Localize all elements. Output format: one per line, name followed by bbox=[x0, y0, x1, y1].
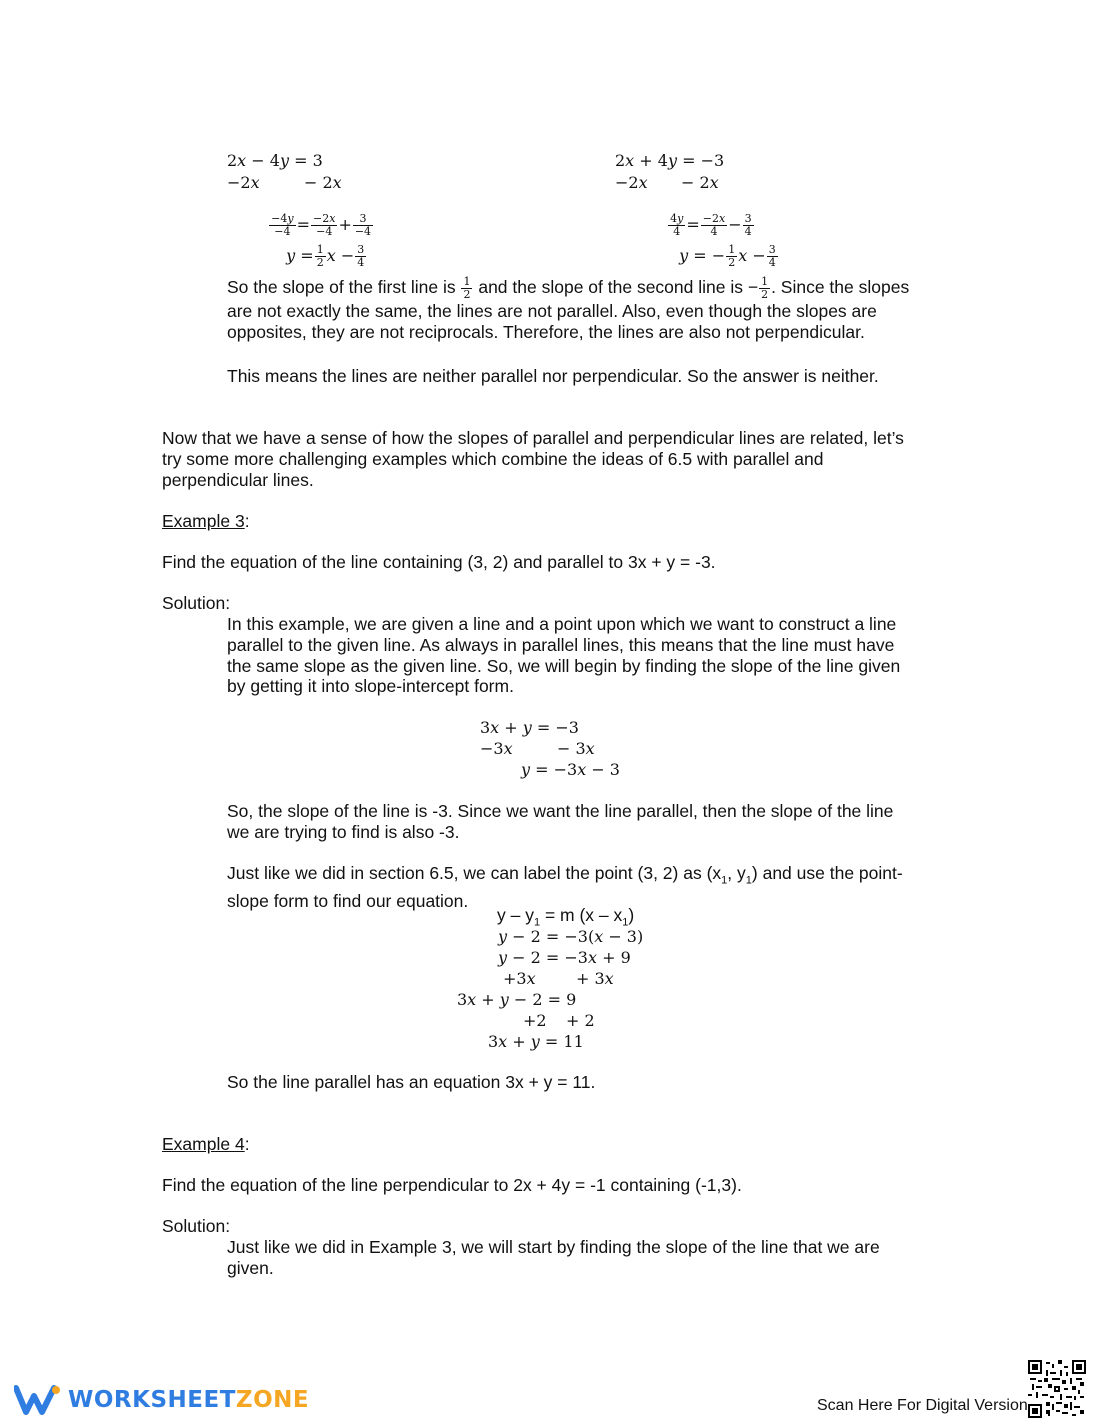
ex3-work-line3b: + 3𝑥 bbox=[576, 969, 614, 988]
means-line: This means the lines are neither parallel nor perpendicular. So the answer is neither. bbox=[227, 366, 879, 386]
point-slope-formula: $y - y_1 = m$ $(x - x_1)$ bbox=[497, 905, 635, 929]
example3-problem: Find the equation of the line containing (3, 2) and parallel to 3x + y = -3. bbox=[162, 552, 716, 572]
ex3-eq-line2b: − 3𝑥 bbox=[557, 739, 595, 758]
example4-solution-label: Solution: bbox=[162, 1216, 231, 1236]
scan-text: Scan Here For Digital Version bbox=[817, 1397, 1028, 1414]
example4-heading: Example 4: bbox=[162, 1134, 250, 1154]
example4-problem: Find the equation of the line perpendicular to 2x + 4y = -1 containing (-1,3). bbox=[162, 1175, 742, 1195]
example3-para2: So, the slope of the line is -3. Since we want the line parallel, then the slope of the line we are trying to find is also -3. bbox=[227, 801, 894, 842]
ex3-eq-line2a: −3𝑥 bbox=[480, 739, 513, 758]
ex3-work-line6: 3𝑥 + 𝑦 = 11 bbox=[488, 1032, 584, 1051]
left-eq-line4: 𝑦 = $\frac{1}{2}$ 𝑥 − $\frac{3}{4}$ bbox=[286, 243, 365, 269]
ex3-work-line3a: +3𝑥 bbox=[503, 969, 536, 988]
right-eq-line3: $\frac{\text{4𝑦}}{4}$ = $\frac{\text{−2𝑥}}{4}$ − $\frac{3}{4}$ bbox=[670, 212, 752, 238]
slope-paragraph: So the slope of the first line is $\frac{1}{2}$ and the slope of the second line is − $\frac{1}{2}$ . Since the slopes are not exactly the same, the lines are not parallel. Also, even though the slopes are opposites, they are not reciprocals. Therefore, the lines are also not perpendicular. bbox=[227, 276, 947, 343]
ex3-eq-line1: 3𝑥 + 𝑦 = −3 bbox=[480, 718, 579, 737]
example3-conclusion: So the line parallel has an equation 3x + y = 11. bbox=[227, 1072, 596, 1092]
worksheetzone-logo-icon bbox=[14, 1384, 62, 1416]
ex3-work-line1: 𝑦 − 2 = −3(𝑥 − 3) bbox=[498, 927, 644, 946]
left-eq-line3: $\frac{\text{−4𝑦}}{-4}$ = $\frac{\text{−2𝑥}}{-4}$ + $\frac{3}{-4}$ bbox=[271, 212, 372, 238]
slope-line3: opposites, they are not reciprocals. Therefore, the lines are also not perpendicular. bbox=[227, 321, 865, 342]
example3-heading: Example 3: bbox=[162, 511, 250, 531]
right-eq-line2a: −2𝑥 bbox=[615, 173, 648, 192]
left-eq-line1: 2𝑥 − 4𝑦 = 3 bbox=[227, 151, 323, 170]
ex3-eq-line3: 𝑦 = −3𝑥 − 3 bbox=[521, 760, 620, 779]
qr-code[interactable] bbox=[1028, 1360, 1086, 1418]
intro-paragraph: Now that we have a sense of how the slopes of parallel and perpendicular lines are related, let’s try some more challenging examples which combine the ideas of 6.5 with parallel and perpendicular lines. bbox=[162, 428, 904, 490]
example3-para1: In this example, we are given a line and a point upon which we want to construct a line parallel to the given line. As always in parallel lines, this means that the line must have the same slope as the given line. So, we will begin by finding the slope of the line given by getting it into slope-intercept form. bbox=[227, 614, 901, 697]
left-eq-line2b: − 2𝑥 bbox=[304, 173, 342, 192]
example4-para1: Just like we did in Example 3, we will start by finding the slope of the line that we are given. bbox=[227, 1237, 880, 1278]
right-eq-line2b: − 2𝑥 bbox=[681, 173, 719, 192]
ex3-work-line2: 𝑦 − 2 = −3𝑥 + 9 bbox=[498, 948, 631, 967]
right-eq-line4: 𝑦 = − $\frac{1}{2}$ 𝑥 − $\frac{3}{4}$ bbox=[679, 243, 776, 269]
ex3-work-line5a: +2 bbox=[523, 1011, 547, 1030]
example3-para3: Just like we did in section 6.5, we can label the point (3, 2) as ($x_1$, $y_1$) and use the point- slope form to find our equation. bbox=[227, 863, 903, 912]
ex3-work-line4: 3𝑥 + 𝑦 − 2 = 9 bbox=[457, 990, 577, 1009]
ex3-work-line5b: + 2 bbox=[566, 1011, 595, 1030]
slope-line2: are not exactly the same, the lines are not parallel. Also, even though the slopes are bbox=[227, 301, 877, 321]
brand-name: WORKSHEETZONE bbox=[68, 1387, 310, 1413]
right-eq-line1: 2𝑥 + 4𝑦 = −3 bbox=[615, 151, 725, 170]
example3-solution-label: Solution: bbox=[162, 593, 231, 613]
left-eq-line2a: −2𝑥 bbox=[227, 173, 260, 192]
